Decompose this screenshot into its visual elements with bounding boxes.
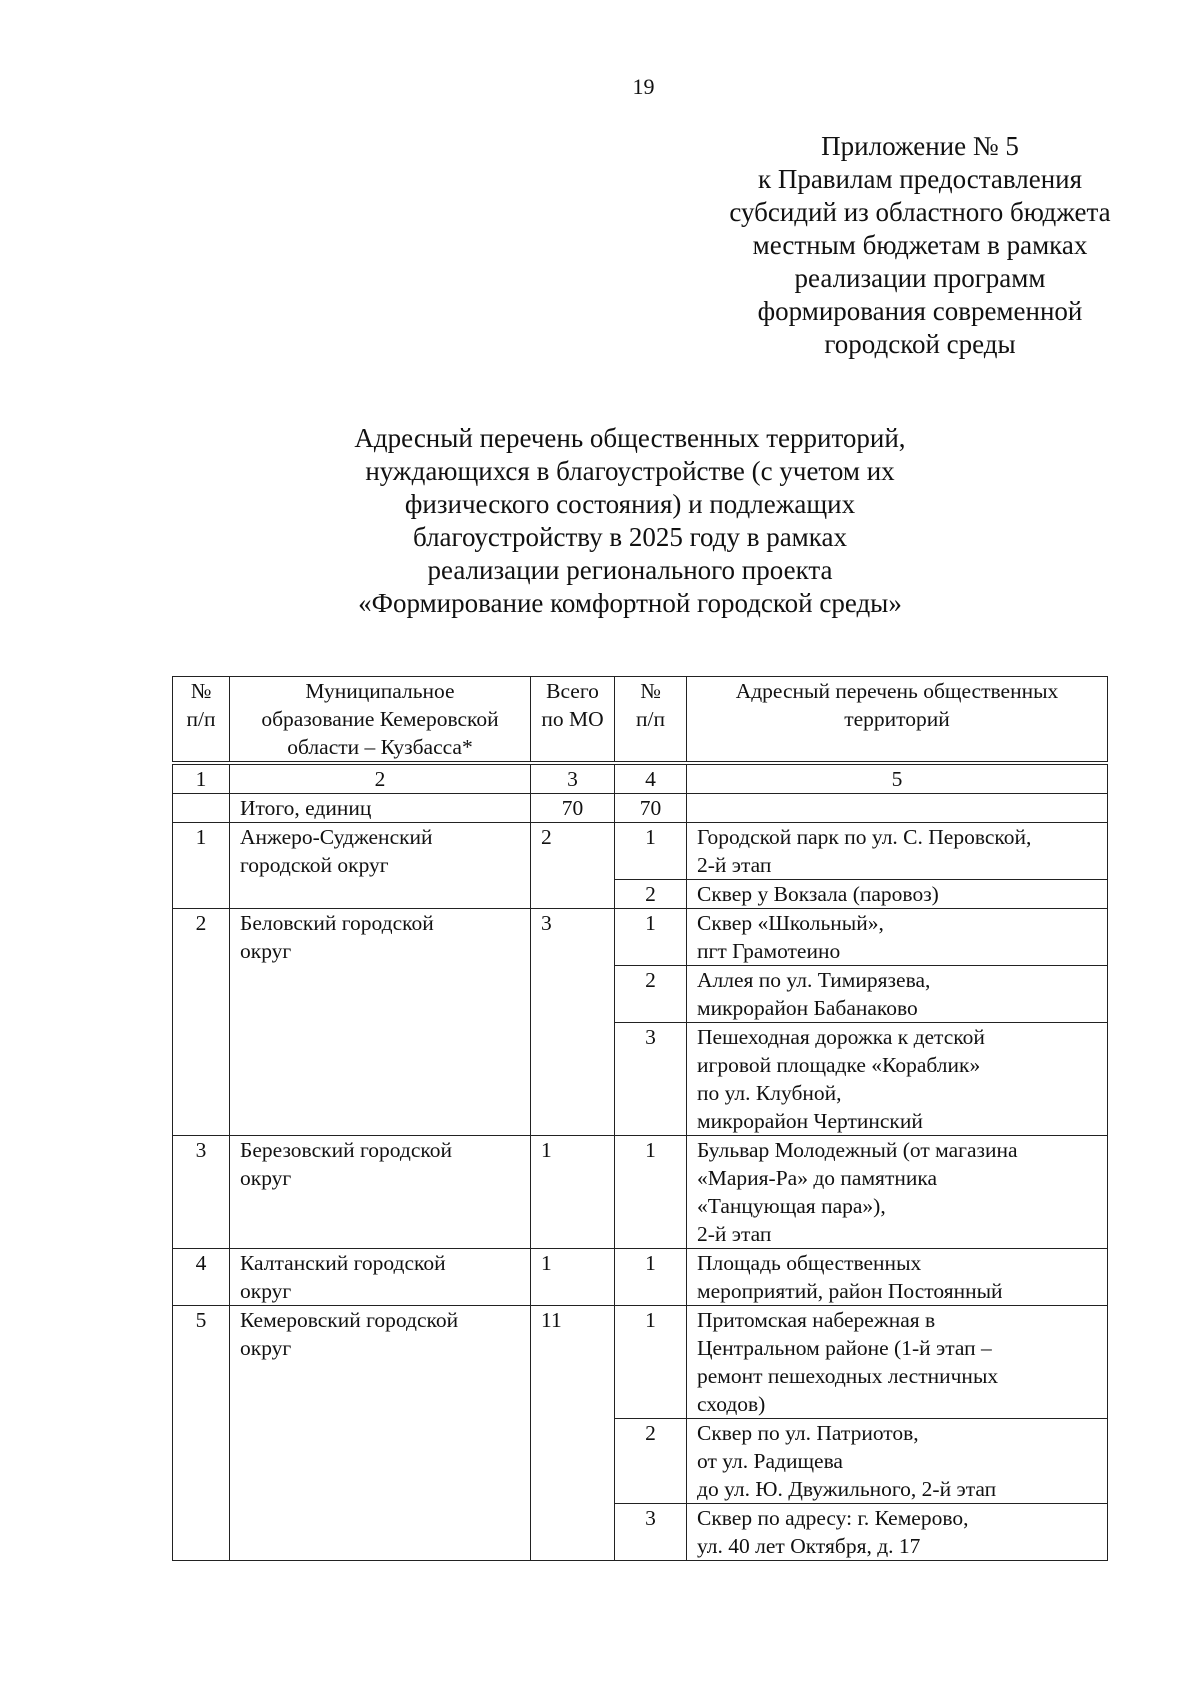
header-text: п/п [636, 707, 665, 731]
total-cell: 3 [531, 909, 615, 1136]
title-line: нуждающихся в благоустройстве (с учетом их [365, 456, 895, 486]
table-row [173, 1249, 1108, 1306]
appendix-line: городской среды [824, 329, 1016, 359]
territory-line: Площадь общественных [697, 1251, 922, 1275]
territory-line: Сквер по ул. Патриотов, [697, 1421, 919, 1445]
item-num: 1 [615, 1136, 687, 1249]
row-num: 5 [173, 1306, 230, 1561]
territory-cell [687, 880, 1108, 909]
header-municipality [230, 677, 531, 762]
territory-line: Бульвар Молодежный (от магазина [697, 1138, 1018, 1162]
territory-cell [687, 1419, 1108, 1504]
document-title [320, 422, 940, 620]
appendix-line: к Правилам предоставления [757, 164, 1083, 194]
municipality-line: Калтанский городской [240, 1251, 446, 1275]
row-num: 4 [173, 1249, 230, 1306]
municipality-line: округ [240, 939, 292, 963]
header-text: Всего [546, 679, 599, 703]
total-cell: 11 [531, 1306, 615, 1561]
page-number: 19 [632, 74, 655, 99]
column-number: 3 [531, 765, 615, 794]
territory-line: Сквер «Школьный», [697, 911, 884, 935]
territory-line: «Танцующая пара»), [697, 1194, 886, 1218]
header-text: Адресный перечень общественных [735, 679, 1059, 703]
territory-line: Сквер у Вокзала (паровоз) [697, 882, 939, 906]
municipality-cell [230, 1306, 531, 1561]
territory-line: микрорайон Бабанаково [697, 996, 918, 1020]
appendix-line: субсидий из областного бюджета [729, 197, 1111, 227]
total-cell: 1 [531, 1136, 615, 1249]
column-number: 5 [687, 765, 1108, 794]
item-num: 1 [615, 909, 687, 966]
empty-cell [173, 794, 230, 823]
territory-line: Сквер по адресу: г. Кемерово, [697, 1506, 969, 1530]
table-row [173, 1306, 1108, 1419]
row-num: 1 [173, 823, 230, 909]
territory-line: по ул. Клубной, [697, 1081, 842, 1105]
header-num [173, 677, 230, 762]
appendix-header [700, 130, 1140, 361]
total-mo: 70 [531, 794, 615, 823]
header-text: Муниципальное [305, 679, 455, 703]
territory-line: мероприятий, район Постоянный [697, 1279, 1003, 1303]
item-num: 1 [615, 823, 687, 880]
table-row [173, 823, 1108, 880]
appendix-line: Приложение № 5 [821, 131, 1019, 161]
table-header [172, 676, 1108, 762]
municipality-cell [230, 909, 531, 1136]
territory-line: ремонт пешеходных лестничных [697, 1364, 999, 1388]
header-total [531, 677, 615, 762]
item-num: 2 [615, 880, 687, 909]
column-number: 4 [615, 765, 687, 794]
territory-line: Аллея по ул. Тимирязева, [697, 968, 931, 992]
municipality-line: Березовский городской [240, 1138, 452, 1162]
column-number: 2 [230, 765, 531, 794]
header-text: области – Кузбасса* [287, 735, 473, 759]
title-line: физического состояния) и подлежащих [404, 489, 856, 519]
table-row [173, 909, 1108, 966]
territory-line: 2-й этап [697, 853, 772, 877]
territory-line: Городской парк по ул. С. Перовской, [697, 825, 1032, 849]
territory-line: ул. 40 лет Октября, д. 17 [697, 1534, 921, 1558]
appendix-line: реализации программ [794, 263, 1046, 293]
municipality-cell [230, 1136, 531, 1249]
item-num: 1 [615, 1306, 687, 1419]
municipality-line: округ [240, 1279, 292, 1303]
municipality-line: округ [240, 1336, 292, 1360]
header-territories [687, 677, 1108, 762]
column-numbers-row [173, 765, 1108, 794]
territory-cell [687, 909, 1108, 966]
total-sub: 70 [615, 794, 687, 823]
column-number: 1 [173, 765, 230, 794]
header-text: территорий [844, 707, 950, 731]
total-cell: 1 [531, 1249, 615, 1306]
item-num: 2 [615, 1419, 687, 1504]
header-text: образование Кемеровской [261, 707, 499, 731]
territory-cell [687, 1136, 1108, 1249]
total-label: Итого, единиц [230, 794, 531, 823]
territory-line: Пешеходная дорожка к детской [697, 1025, 985, 1049]
header-text: по МО [541, 707, 604, 731]
territory-line: игровой площадке «Кораблик» [697, 1053, 981, 1077]
municipality-line: Беловский городской [240, 911, 434, 935]
territory-line: «Мария-Ра» до памятника [697, 1166, 938, 1190]
item-num: 2 [615, 966, 687, 1023]
territories-table [172, 764, 1108, 1561]
title-line: Адресный перечень общественных территорий, [354, 423, 906, 453]
municipality-cell [230, 823, 531, 909]
territory-cell [687, 966, 1108, 1023]
header-text: № [640, 679, 661, 703]
territory-cell [687, 1249, 1108, 1306]
item-num: 3 [615, 1504, 687, 1561]
territory-line: Притомская набережная в [697, 1308, 936, 1332]
header-text: № [190, 679, 212, 703]
territory-line: от ул. Радищева [697, 1449, 843, 1473]
municipality-line: Анжеро-Судженский [240, 825, 433, 849]
territory-line: микрорайон Чертинский [697, 1109, 923, 1133]
header-sub-num [615, 677, 687, 762]
territory-line: до ул. Ю. Двужильного, 2-й этап [697, 1477, 997, 1501]
municipality-line: округ [240, 1166, 292, 1190]
title-line: благоустройству в 2025 году в рамках [413, 522, 847, 552]
territory-line: 2-й этап [697, 1222, 772, 1246]
appendix-line: формирования современной [757, 296, 1083, 326]
total-row [173, 794, 1108, 823]
territory-line: пгт Грамотеино [697, 939, 841, 963]
appendix-line: местным бюджетам в рамках [752, 230, 1088, 260]
territory-cell [687, 1306, 1108, 1419]
territory-line: Центральном районе (1-й этап – [697, 1336, 992, 1360]
row-num: 2 [173, 909, 230, 1136]
header-text: п/п [186, 707, 216, 731]
territory-line: сходов) [697, 1392, 766, 1416]
title-line: реализации регионального проекта [427, 555, 833, 585]
territory-cell [687, 823, 1108, 880]
row-num: 3 [173, 1136, 230, 1249]
municipality-cell [230, 1249, 531, 1306]
municipality-line: городской округ [240, 853, 389, 877]
territory-cell [687, 1504, 1108, 1561]
total-cell: 2 [531, 823, 615, 909]
municipality-line: Кемеровский городской [240, 1308, 459, 1332]
territory-cell [687, 1023, 1108, 1136]
title-line: «Формирование комфортной городской среды» [358, 588, 902, 618]
table-row [173, 1136, 1108, 1249]
item-num: 3 [615, 1023, 687, 1136]
empty-cell [687, 794, 1108, 823]
item-num: 1 [615, 1249, 687, 1306]
